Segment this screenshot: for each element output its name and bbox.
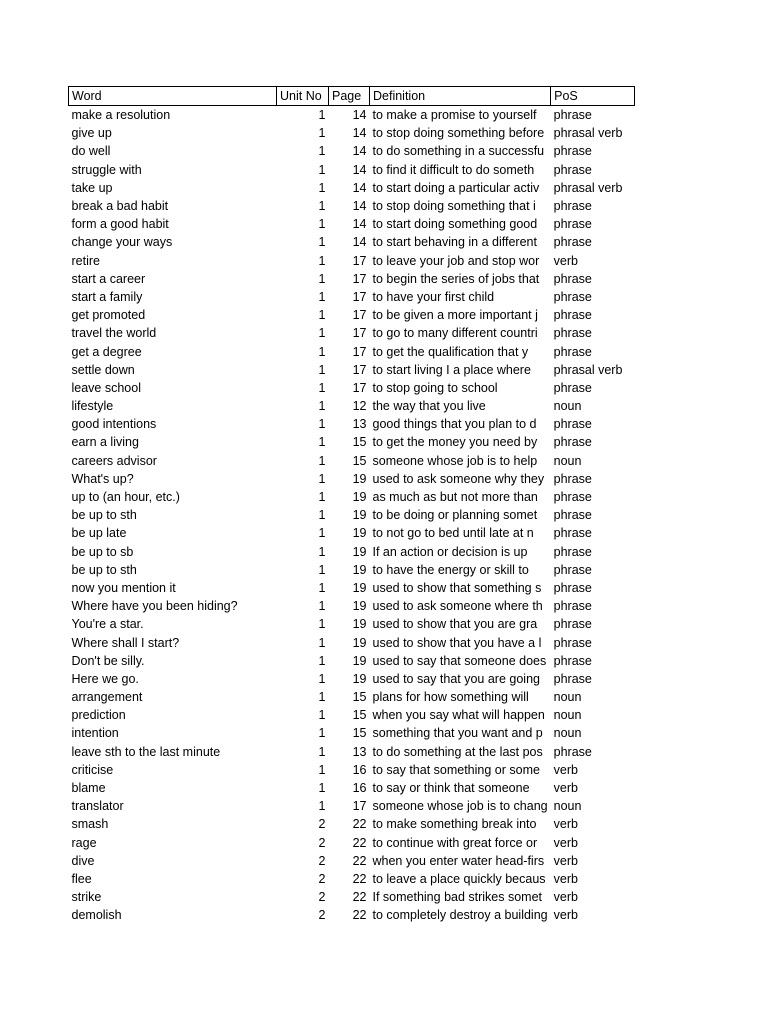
cell-page: 22 [352, 835, 367, 850]
cell-page: 16 [352, 781, 367, 796]
cell-unit-no: 1 [318, 799, 326, 814]
cell-word: start a career [71, 271, 146, 286]
cell-page: 19 [352, 599, 367, 614]
cell-unit-no: 1 [318, 580, 326, 595]
cell-definition: to begin the series of jobs that [372, 271, 540, 286]
cell-definition: to say or think that someone [372, 781, 530, 796]
header-page: Page [329, 87, 370, 106]
table-row [69, 706, 635, 724]
cell-unit-no: 1 [318, 417, 326, 432]
table-row [69, 633, 635, 651]
cell-pos: phrase [553, 417, 592, 432]
header-pos: PoS [551, 87, 635, 106]
cell-page: 15 [352, 453, 367, 468]
cell-definition: when you enter water head-firs [372, 853, 545, 868]
cell-word: What's up? [71, 471, 134, 486]
cell-unit-no: 2 [318, 871, 326, 886]
cell-definition: to not go to bed until late at n [372, 526, 534, 541]
cell-pos: phrase [553, 471, 592, 486]
cell-pos: phrase [553, 144, 592, 159]
table-row [69, 852, 635, 870]
cell-pos: noun [553, 399, 582, 414]
cell-page: 19 [352, 653, 367, 668]
table-row [69, 179, 635, 197]
table-row [69, 361, 635, 379]
cell-unit-no: 1 [318, 435, 326, 450]
cell-pos: verb [553, 781, 578, 796]
cell-page: 17 [352, 253, 367, 268]
cell-pos: noun [553, 453, 582, 468]
cell-definition: plans for how something will [372, 690, 529, 705]
cell-pos: verb [553, 762, 578, 777]
cell-word: translator [71, 799, 124, 814]
cell-word: lifestyle [71, 399, 114, 414]
cell-word: arrangement [71, 690, 143, 705]
cell-definition: to start doing a particular activ [372, 180, 540, 195]
cell-unit-no: 1 [318, 544, 326, 559]
cell-unit-no: 1 [318, 671, 326, 686]
table-row [69, 888, 635, 906]
cell-page: 19 [352, 635, 367, 650]
cell-word: strike [71, 890, 102, 905]
cell-pos: phrase [553, 599, 592, 614]
cell-definition: used to say that someone does [372, 653, 547, 668]
table-row [69, 252, 635, 270]
cell-page: 17 [352, 289, 367, 304]
cell-word: start a family [71, 289, 143, 304]
header-word: Word [69, 87, 277, 106]
cell-unit-no: 1 [318, 380, 326, 395]
table-row [69, 779, 635, 797]
cell-definition: to be given a more important j [372, 308, 538, 323]
cell-pos: noun [553, 799, 582, 814]
cell-page: 22 [352, 890, 367, 905]
cell-page: 14 [352, 217, 367, 232]
cell-word: leave school [71, 380, 141, 395]
cell-word: take up [71, 180, 113, 195]
cell-unit-no: 1 [318, 744, 326, 759]
cell-definition: as much as but not more than [372, 490, 538, 505]
cell-unit-no: 1 [318, 653, 326, 668]
cell-word: do well [71, 144, 111, 159]
cell-word: Here we go. [71, 671, 139, 686]
cell-page: 17 [352, 380, 367, 395]
cell-word: travel the world [71, 326, 157, 341]
cell-definition: used to say that you are going [372, 671, 540, 686]
cell-word: settle down [71, 362, 135, 377]
cell-unit-no: 1 [318, 617, 326, 632]
cell-page: 22 [352, 908, 367, 923]
cell-unit-no: 1 [318, 108, 326, 123]
table-row [69, 597, 635, 615]
cell-definition: used to ask someone where th [372, 599, 543, 614]
table-row [69, 233, 635, 251]
table-row [69, 815, 635, 833]
cell-pos: phrase [553, 671, 592, 686]
table-row [69, 470, 635, 488]
cell-pos: phrase [553, 617, 592, 632]
cell-page: 17 [352, 362, 367, 377]
cell-definition: to continue with great force or [372, 835, 538, 850]
table-row [69, 524, 635, 542]
cell-unit-no: 1 [318, 762, 326, 777]
cell-unit-no: 1 [318, 144, 326, 159]
cell-unit-no: 1 [318, 526, 326, 541]
cell-page: 19 [352, 544, 367, 559]
cell-pos: phrase [553, 108, 592, 123]
cell-word: form a good habit [71, 217, 169, 232]
cell-pos: phrase [553, 217, 592, 232]
table-row [69, 579, 635, 597]
cell-definition: good things that you plan to d [372, 417, 537, 432]
cell-page: 22 [352, 871, 367, 886]
table-row [69, 543, 635, 561]
cell-pos: verb [553, 908, 578, 923]
cell-pos: verb [553, 890, 578, 905]
cell-word: prediction [71, 708, 126, 723]
cell-pos: verb [553, 853, 578, 868]
table-row [69, 488, 635, 506]
cell-unit-no: 1 [318, 562, 326, 577]
cell-unit-no: 1 [318, 599, 326, 614]
cell-unit-no: 1 [318, 199, 326, 214]
cell-page: 19 [352, 508, 367, 523]
cell-definition: to get the qualification that y [372, 344, 529, 359]
table-row [69, 342, 635, 360]
cell-pos: phrase [553, 235, 592, 250]
cell-pos: phrase [553, 435, 592, 450]
cell-unit-no: 1 [318, 162, 326, 177]
cell-page: 19 [352, 526, 367, 541]
cell-page: 14 [352, 108, 367, 123]
cell-word: Where have you been hiding? [71, 599, 238, 614]
vocabulary-sheet [68, 86, 635, 924]
cell-pos: phrasal verb [553, 126, 623, 141]
cell-pos: verb [553, 817, 578, 832]
cell-unit-no: 1 [318, 308, 326, 323]
cell-word: intention [71, 726, 119, 741]
cell-word: give up [71, 126, 112, 141]
cell-unit-no: 2 [318, 835, 326, 850]
cell-pos: phrase [553, 344, 592, 359]
cell-unit-no: 2 [318, 890, 326, 905]
cell-word: careers advisor [71, 453, 157, 468]
cell-definition: to leave a place quickly becaus [372, 871, 546, 886]
cell-word: get a degree [71, 344, 142, 359]
cell-unit-no: 1 [318, 253, 326, 268]
cell-word: You're a star. [71, 617, 144, 632]
table-row [69, 652, 635, 670]
cell-pos: noun [553, 726, 582, 741]
table-row [69, 615, 635, 633]
cell-definition: to do something in a successfu [372, 144, 545, 159]
table-row [69, 415, 635, 433]
cell-definition: when you say what will happen [372, 708, 545, 723]
cell-definition: to completely destroy a building [372, 908, 548, 923]
table-row [69, 670, 635, 688]
cell-word: make a resolution [71, 108, 171, 123]
table-row [69, 379, 635, 397]
table-row [69, 197, 635, 215]
cell-definition: used to ask someone why they [372, 471, 545, 486]
cell-word: criticise [71, 762, 114, 777]
cell-pos: phrase [553, 653, 592, 668]
cell-page: 14 [352, 144, 367, 159]
cell-pos: phrase [553, 562, 592, 577]
cell-page: 19 [352, 617, 367, 632]
cell-pos: phrase [553, 326, 592, 341]
table-row [69, 288, 635, 306]
cell-unit-no: 1 [318, 326, 326, 341]
cell-pos: phrase [553, 508, 592, 523]
cell-definition: to leave your job and stop wor [372, 253, 540, 268]
table-row [69, 106, 635, 125]
cell-word: break a bad habit [71, 199, 169, 214]
cell-definition: someone whose job is to chang [372, 799, 548, 814]
cell-word: leave sth to the last minute [71, 744, 221, 759]
cell-unit-no: 1 [318, 344, 326, 359]
cell-page: 22 [352, 853, 367, 868]
cell-definition: used to show that you are gra [372, 617, 538, 632]
cell-pos: verb [553, 835, 578, 850]
cell-unit-no: 1 [318, 217, 326, 232]
cell-page: 16 [352, 762, 367, 777]
cell-pos: phrase [553, 580, 592, 595]
table-row [69, 215, 635, 233]
cell-definition: to be doing or planning somet [372, 508, 538, 523]
cell-unit-no: 1 [318, 453, 326, 468]
table-row [69, 142, 635, 160]
cell-word: Where shall I start? [71, 635, 180, 650]
cell-word: up to (an hour, etc.) [71, 490, 180, 505]
cell-unit-no: 1 [318, 399, 326, 414]
cell-pos: verb [553, 871, 578, 886]
cell-pos: phrase [553, 289, 592, 304]
header-unit-no: Unit No [277, 87, 329, 106]
table-row [69, 124, 635, 142]
table-row [69, 306, 635, 324]
cell-unit-no: 2 [318, 817, 326, 832]
cell-definition: to start living I a place where [372, 362, 531, 377]
cell-unit-no: 1 [318, 362, 326, 377]
cell-page: 15 [352, 726, 367, 741]
cell-unit-no: 2 [318, 908, 326, 923]
cell-definition: someone whose job is to help [372, 453, 538, 468]
cell-definition: to have your first child [372, 289, 495, 304]
header-row [69, 87, 635, 106]
cell-word: retire [71, 253, 100, 268]
cell-word: earn a living [71, 435, 139, 450]
cell-unit-no: 1 [318, 180, 326, 195]
cell-pos: phrase [553, 271, 592, 286]
table-row [69, 688, 635, 706]
header-definition: Definition [370, 87, 551, 106]
table-body [69, 106, 635, 925]
cell-unit-no: 1 [318, 708, 326, 723]
cell-page: 15 [352, 690, 367, 705]
cell-page: 14 [352, 235, 367, 250]
cell-unit-no: 1 [318, 508, 326, 523]
table-row [69, 797, 635, 815]
cell-pos: verb [553, 253, 578, 268]
table-row [69, 906, 635, 924]
cell-pos: phrase [553, 526, 592, 541]
cell-page: 17 [352, 344, 367, 359]
cell-definition: to stop going to school [372, 380, 498, 395]
cell-page: 12 [352, 399, 367, 414]
cell-definition: to stop doing something before [372, 126, 545, 141]
table-row [69, 161, 635, 179]
cell-definition: to do something at the last pos [372, 744, 543, 759]
cell-definition: to find it difficult to do someth [372, 162, 535, 177]
cell-definition: used to show that something s [372, 580, 542, 595]
cell-page: 14 [352, 126, 367, 141]
table-row [69, 270, 635, 288]
cell-definition: to have the energy or skill to [372, 562, 529, 577]
cell-definition: If an action or decision is up [372, 544, 528, 559]
cell-word: now you mention it [71, 580, 176, 595]
cell-unit-no: 1 [318, 471, 326, 486]
cell-unit-no: 1 [318, 271, 326, 286]
cell-page: 17 [352, 308, 367, 323]
table-row [69, 724, 635, 742]
cell-page: 22 [352, 817, 367, 832]
cell-pos: phrase [553, 162, 592, 177]
table-row [69, 452, 635, 470]
cell-page: 19 [352, 580, 367, 595]
cell-pos: phrase [553, 199, 592, 214]
cell-word: be up late [71, 526, 127, 541]
cell-definition: to start behaving in a different [372, 235, 537, 250]
vocabulary-table [68, 86, 635, 924]
cell-word: demolish [71, 908, 122, 923]
cell-definition: used to show that you have a l [372, 635, 542, 650]
cell-pos: noun [553, 708, 582, 723]
cell-word: flee [71, 871, 92, 886]
cell-definition: to go to many different countri [372, 326, 538, 341]
cell-definition: to stop doing something that i [372, 199, 536, 214]
cell-unit-no: 1 [318, 781, 326, 796]
cell-page: 17 [352, 271, 367, 286]
table-row [69, 761, 635, 779]
cell-word: smash [71, 817, 109, 832]
table-row [69, 324, 635, 342]
cell-definition: to make something break into [372, 817, 537, 832]
cell-definition: to make a promise to yourself [372, 108, 537, 123]
cell-page: 19 [352, 490, 367, 505]
cell-word: Don't be silly. [71, 653, 145, 668]
cell-page: 14 [352, 199, 367, 214]
cell-definition: the way that you live [372, 399, 486, 414]
cell-word: dive [71, 853, 95, 868]
cell-word: be up to sth [71, 562, 137, 577]
cell-definition: something that you want and p [372, 726, 543, 741]
cell-page: 19 [352, 471, 367, 486]
cell-word: rage [71, 835, 97, 850]
cell-page: 15 [352, 435, 367, 450]
cell-unit-no: 1 [318, 726, 326, 741]
cell-page: 13 [352, 417, 367, 432]
cell-word: be up to sth [71, 508, 137, 523]
cell-word: struggle with [71, 162, 142, 177]
table-row [69, 433, 635, 451]
cell-page: 14 [352, 180, 367, 195]
cell-word: get promoted [71, 308, 146, 323]
cell-unit-no: 1 [318, 635, 326, 650]
cell-pos: noun [553, 690, 582, 705]
cell-word: blame [71, 781, 106, 796]
cell-page: 15 [352, 708, 367, 723]
table-row [69, 561, 635, 579]
cell-pos: phrase [553, 308, 592, 323]
cell-unit-no: 1 [318, 126, 326, 141]
cell-unit-no: 1 [318, 490, 326, 505]
cell-unit-no: 1 [318, 235, 326, 250]
cell-pos: phrase [553, 744, 592, 759]
cell-definition: to start doing something good [372, 217, 538, 232]
table-row [69, 870, 635, 888]
cell-definition: If something bad strikes somet [372, 890, 543, 905]
cell-word: change your ways [71, 235, 173, 250]
cell-page: 17 [352, 326, 367, 341]
table-row [69, 743, 635, 761]
cell-pos: phrase [553, 635, 592, 650]
cell-unit-no: 1 [318, 289, 326, 304]
cell-unit-no: 1 [318, 690, 326, 705]
cell-pos: phrase [553, 380, 592, 395]
table-row [69, 397, 635, 415]
cell-unit-no: 2 [318, 853, 326, 868]
cell-word: good intentions [71, 417, 157, 432]
table-row [69, 506, 635, 524]
cell-pos: phrasal verb [553, 362, 623, 377]
cell-word: be up to sb [71, 544, 134, 559]
cell-definition: to get the money you need by [372, 435, 538, 450]
cell-pos: phrase [553, 544, 592, 559]
cell-page: 17 [352, 799, 367, 814]
cell-page: 13 [352, 744, 367, 759]
cell-page: 14 [352, 162, 367, 177]
cell-definition: to say that something or some [372, 762, 540, 777]
cell-page: 19 [352, 671, 367, 686]
cell-pos: phrasal verb [553, 180, 623, 195]
table-row [69, 834, 635, 852]
cell-pos: phrase [553, 490, 592, 505]
cell-page: 19 [352, 562, 367, 577]
